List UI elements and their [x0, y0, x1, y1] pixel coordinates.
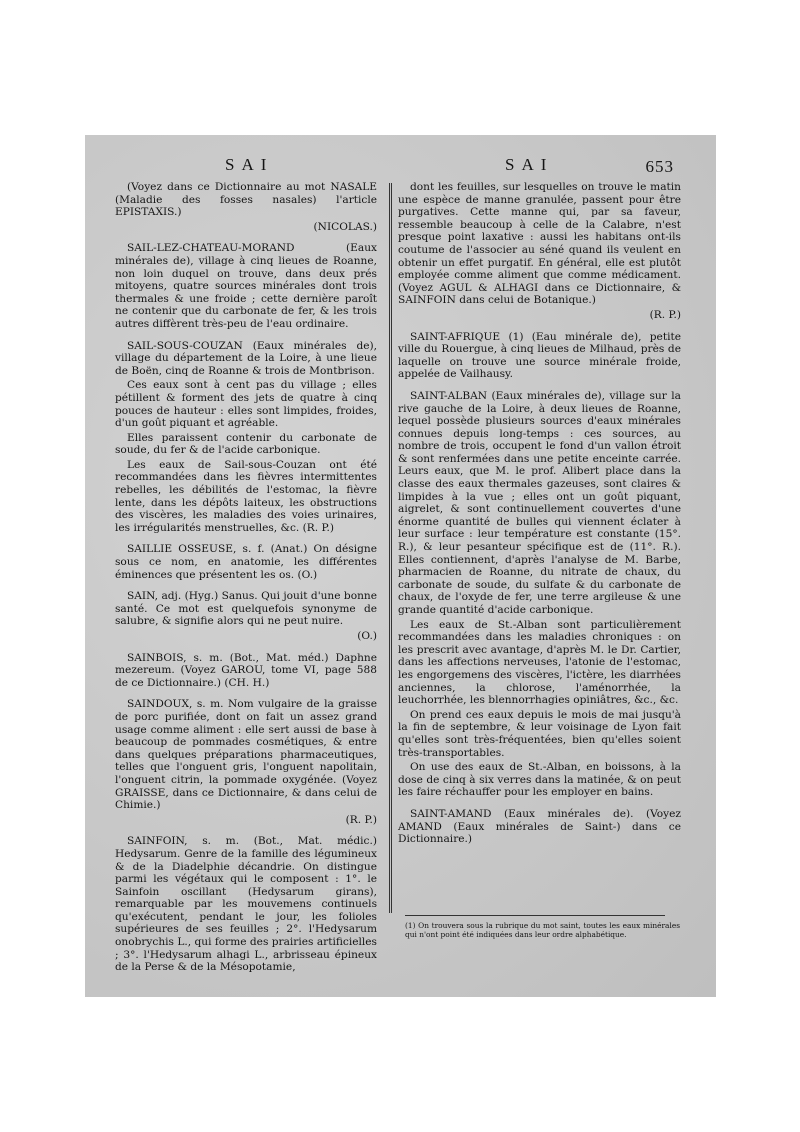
entry-signature: (R. P.): [649, 308, 681, 321]
entry-paragraph: SAINDOUX, s. m. Nom vulgaire de la graisse de porc purifiée, dont on fait un assez grand usage comme aliment : elle sert aussi de base à beaucoup de pommades cosmétiques, & entre dans quelques préparations pharmaceutiques, telles que l'onguent gris, l'onguent napolitain, l'onguent citrin, la pommade oxygénée. (Voyez GRAISSE, dans ce Dictionnaire, & dans celui de Chimie.): [115, 698, 377, 812]
dictionary-entry: [115, 340, 377, 535]
dictionary-entry: [115, 652, 377, 690]
dictionary-entry: [115, 242, 377, 330]
dictionary-entry: [115, 835, 377, 974]
page-number: 653: [645, 157, 674, 176]
dictionary-entry: [115, 590, 377, 642]
entry-paragraph: Les eaux de St.-Alban sont particulièrement recommandées dans les maladies chroniques : on les prescrit avec avantage, d'après M. le Dr. Cartier, dans les affections nerveuses, l'atonie de l'estomac, les engorgemens des viscères, l'ictère, les diarrhées anciennes, la chlorose, l'aménorrhée, la leuchorrhée, les blennorrhagies opiniâtres, &c., &c.: [398, 618, 681, 707]
entry-paragraph: SAINT-AFRIQUE (1) (Eau minérale de), petite ville du Rouergue, à cinq lieues de Milhaud, près de laquelle on trouve une source minérale froide, appelée de Vailhausy.: [398, 330, 681, 381]
scanned-page: [85, 135, 716, 997]
entry-paragraph: On prend ces eaux depuis le mois de mai jusqu'à la fin de septembre, & leur voisinage de Lyon fait qu'elles sont très-fréquentées, bien qu'elles soient très-transportables.: [398, 708, 681, 759]
entry-paragraph: SAINBOIS, s. m. (Bot., Mat. méd.) Daphne mezereum. (Voyez GAROU, tome VI, page 588 de ce Dictionnaire.) (CH. H.): [115, 651, 377, 689]
entry-paragraph: dont les feuilles, sur lesquelles on trouve le matin une espèce de manne granulée, passent pour être purgatives. Cette manne qui, par sa faveur, ressemble beaucoup à celle de la Calabre, n'est presque point laxative : aussi les habitans ont-ils coutume de l'associer au séné quand ils veulent en obtenir un effet purgatif. En général, elle est plutôt employée comme aliment que comme médicament. (Voyez AGUL & ALHAGI dans ce Dictionnaire, & SAINFOIN dans celui de Botanique.): [398, 181, 681, 307]
dictionary-entry: [115, 181, 377, 233]
entry-signature: (O.): [357, 630, 377, 642]
dictionary-entry: [398, 331, 681, 381]
entry-paragraph: Elles paraissent contenir du carbonate de soude, du fer & de l'acide carbonique.: [115, 431, 377, 457]
entry-signature: (R. P.): [345, 813, 377, 826]
entry-paragraph: On use des eaux de St.-Alban, en boissons, à la dose de cinq à six verres dans la matinée, & on peut les faire réchauffer pour les employer en bains.: [398, 761, 681, 799]
entry-signature: (NICOLAS.): [313, 220, 377, 233]
entry-paragraph: SAIL-SOUS-COUZAN (Eaux minérales de), village du département de la Loire, à une lieue de Boën, cinq de Roanne & trois de Montbrison.: [115, 339, 377, 377]
entry-paragraph: Ces eaux sont à cent pas du village ; elles pétillent & forment des jets de quatre à cinq pouces de hauteur : elles sont limpides, froides, d'un goût piquant et agréable.: [115, 379, 377, 430]
footnote: (1) On trouvera sous la rubrique du mot saint, toutes les eaux minérales qui n'ont point été indiquées dans leur ordre alphabétique.: [405, 921, 680, 939]
entry-paragraph: SAINT-AMAND (Eaux minérales de). (Voyez AMAND (Eaux minérales de Saint-) dans ce Dictionnaire.): [398, 807, 681, 846]
column-divider: [389, 183, 392, 913]
entry-paragraph: SAILLIE OSSEUSE, s. f. (Anat.) On désigne sous ce nom, en anatomie, les différentes éminences que présentent les os. (O.): [115, 543, 377, 581]
dictionary-entry: [398, 181, 681, 322]
running-head-center: SAI: [505, 155, 554, 174]
entry-paragraph: SAIL-LEZ-CHATEAU-MORAND (Eaux minérales de), village à cinq lieues de Roanne, non loin duquel on trouve, dans deux prés mitoyens, quatre sources minérales dont trois thermales & une froide ; cette dernière paroît ne contenir que du carbonate de fer, & les trois autres diffèrent très-peu de l'eau ordinaire.: [115, 242, 377, 330]
running-head-left: SAI: [225, 155, 274, 174]
entry-paragraph: (Voyez dans ce Dictionnaire au mot NASALE (Maladie des fosses nasales) l'article EPISTAXIS.): [115, 181, 377, 219]
dictionary-entry: [398, 390, 681, 799]
entry-paragraph: SAINFOIN, s. m. (Bot., Mat. médic.) Hedysarum. Genre de la famille des légumineux & de la Diadelphie décandrie. On distingue parmi les végétaux qui le composent : 1°. le Sainfoin oscillant (Hedysarum girans), remarquable par les mouvemens continuels qu'exécutent, pendant le jour, les folioles supérieures de ses feuilles ; 2°. l'Hedysarum onobrychis L., qui forme des prairies artificielles ; 3°. l'Hedysarum alhagi L., arbrisseau épineux de la Perse & de la Mésopotamie,: [115, 835, 377, 974]
right-column: [398, 181, 681, 855]
entry-paragraph: Les eaux de Sail-sous-Couzan ont été recommandées dans les fièvres intermittentes rebelles, les débilités de l'estomac, la fièvre lente, dans les dépôts laiteux, les obstructions des viscères, les maladies des voies urinaires, les irrégularités menstruelles, &c. (R. P.): [115, 458, 377, 534]
dictionary-entry: [398, 808, 681, 846]
dictionary-entry: [115, 698, 377, 826]
footnote-rule: [405, 915, 665, 916]
entry-paragraph: SAINT-ALBAN (Eaux minérales de), village sur la rive gauche de la Loire, à deux lieues de Roanne, lequel possède plusieurs sources d'eaux minérales connues depuis long-temps : ces sources, au nombre de trois, occupent le fond d'un vallon étroit & sont renfermées dans une petite enceinte carrée. Leurs eaux, que M. le prof. Alibert place dans la classe des eaux thermales gazeuses, sont claires & limpides à la vue ; elles ont un goût piquant, aigrelet, & sont continuellement couvertes d'une énorme quantité de bulles qui viennent éclater à leur surface : leur température est constante (15°. R.), & leur pesanteur spécifique est de (11°. R.). Elles contiennent, d'après l'analyse de M. Barbe, pharmacien de Roanne, du nitrate de chaux, du carbonate de soude, du sulfate & du carbonate de chaux, de l'oxyde de fer, une terre argileuse & une grande quantité d'acide carbonique.: [398, 389, 681, 616]
left-column: [115, 181, 377, 983]
entry-paragraph: SAIN, adj. (Hyg.) Sanus. Qui jouit d'une bonne santé. Ce mot est quelquefois synonyme de salubre, & signifie alors qui ne peut nuire.: [115, 590, 377, 628]
dictionary-entry: [115, 543, 377, 581]
